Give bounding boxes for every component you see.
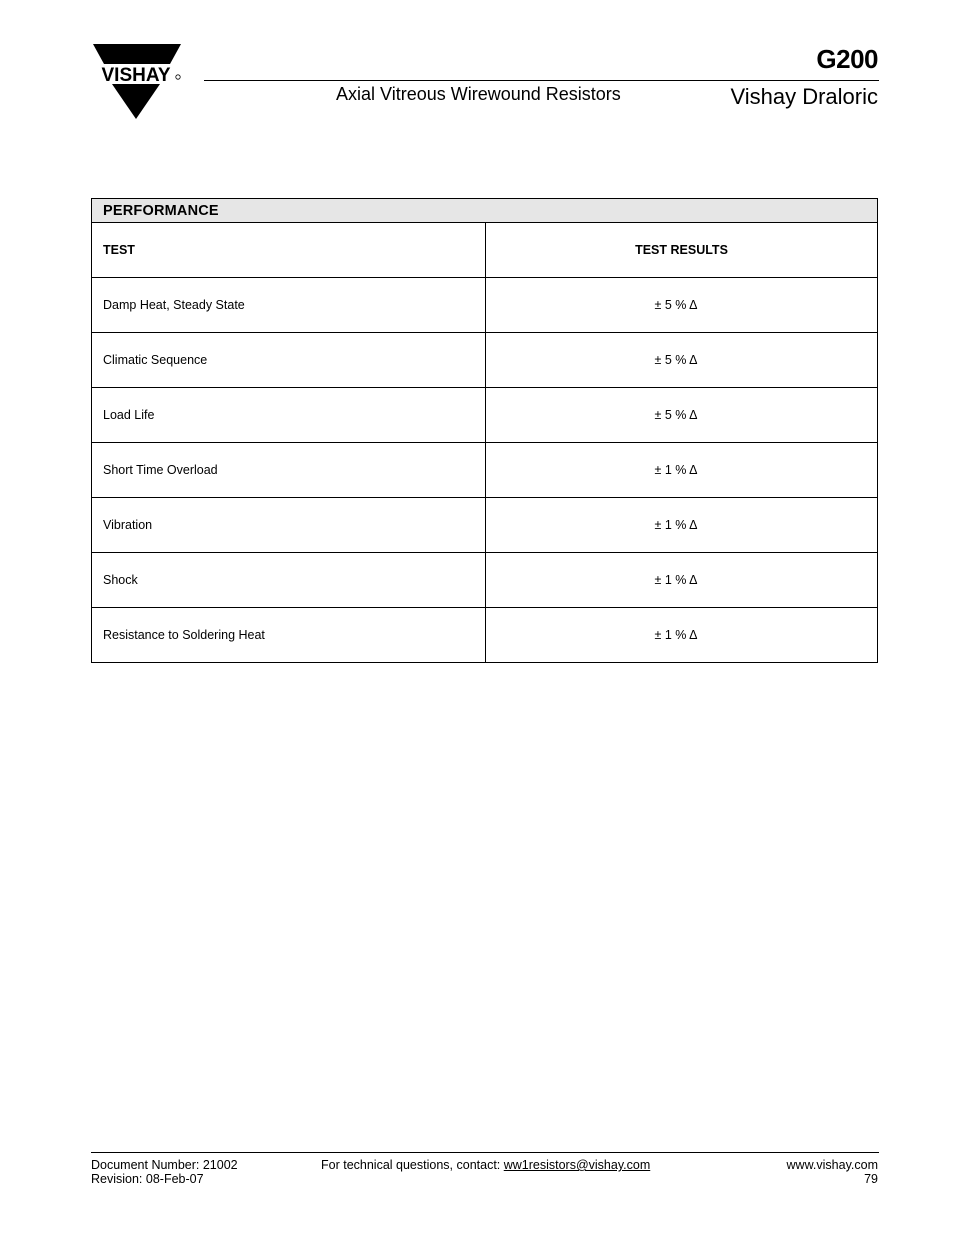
document-number: Document Number: 21002 (91, 1158, 238, 1172)
contact-prefix: For technical questions, contact: (321, 1158, 504, 1172)
test-result: ± 1 % Δ (486, 443, 878, 498)
test-result: ± 1 % Δ (486, 608, 878, 663)
test-result: ± 1 % Δ (486, 553, 878, 608)
table-row (92, 608, 878, 663)
table-row (92, 333, 878, 388)
section-header-row (92, 199, 878, 223)
test-name: Resistance to Soldering Heat (92, 608, 486, 663)
test-name: Damp Heat, Steady State (92, 278, 486, 333)
table-row (92, 278, 878, 333)
page-number: 79 (864, 1172, 878, 1186)
footer-site-info (787, 1158, 878, 1186)
test-name: Vibration (92, 498, 486, 553)
test-name: Shock (92, 553, 486, 608)
test-result: ± 5 % Δ (486, 333, 878, 388)
test-result: ± 5 % Δ (486, 388, 878, 443)
performance-table (91, 198, 878, 663)
test-result: ± 1 % Δ (486, 498, 878, 553)
contact-email-link[interactable]: ww1resistors@vishay.com (503, 1158, 651, 1172)
footer-rule (91, 1152, 879, 1153)
revision-date: Revision: 08-Feb-07 (91, 1172, 204, 1186)
table-row (92, 498, 878, 553)
test-result: ± 5 % Δ (486, 278, 878, 333)
website-link[interactable]: www.vishay.com (786, 1158, 878, 1172)
footer-contact (321, 1158, 650, 1172)
column-header-row (92, 223, 878, 278)
part-number: G200 (816, 44, 878, 74)
section-title: PERFORMANCE (92, 199, 878, 223)
column-header-results: TEST RESULTS (486, 223, 878, 278)
vishay-logo-icon (88, 44, 184, 120)
table-row (92, 553, 878, 608)
document-subtitle: Axial Vitreous Wirewound Resistors (336, 84, 621, 104)
brand-name: Vishay Draloric (730, 84, 878, 109)
test-name: Short Time Overload (92, 443, 486, 498)
test-name: Climatic Sequence (92, 333, 486, 388)
test-name: Load Life (92, 388, 486, 443)
vishay-logo (88, 44, 184, 120)
table-row (92, 443, 878, 498)
column-header-test: TEST (92, 223, 486, 278)
header-rule (204, 80, 879, 81)
logo-wordmark: VISHAY (101, 65, 171, 86)
table-row (92, 388, 878, 443)
footer-document-info (91, 1158, 238, 1186)
